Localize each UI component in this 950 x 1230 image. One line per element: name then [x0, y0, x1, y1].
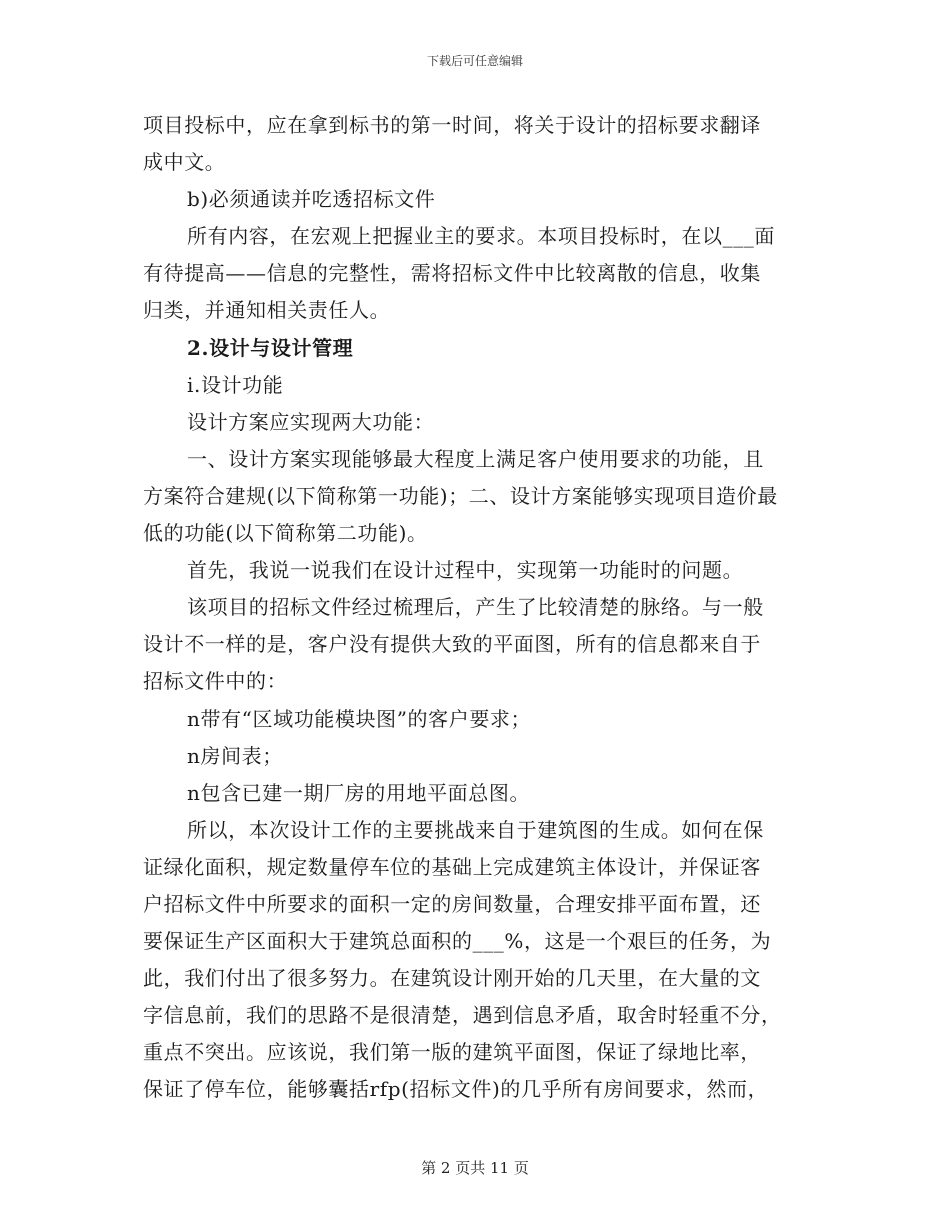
body-line: 设计方案应实现两大功能：: [187, 409, 435, 434]
body-line: 要保证生产区面积大于建筑总面积的___%，这是一个艰巨的任务，为: [143, 929, 772, 954]
document-body: [143, 107, 813, 1109]
body-line: 保证了停车位，能够囊括rfp(招标文件)的几乎所有房间要求，然而，: [143, 1077, 769, 1102]
section-heading: 2.设计与设计管理: [187, 335, 354, 360]
body-line: 户招标文件中所要求的面积一定的房间数量，合理安排平面布置，还: [143, 891, 761, 916]
body-line: 低的功能(以下简称第二功能)。: [143, 521, 428, 546]
subsection-heading: i.设计功能: [187, 372, 284, 397]
body-line: 一、设计方案实现能够最大程度上满足客户使用要求的功能，且: [187, 446, 764, 471]
body-line: 项目投标中，应在拿到标书的第一时间，将关于设计的招标要求翻译: [143, 113, 761, 137]
body-line: 有待提高——信息的完整性，需将招标文件中比较离散的信息，收集: [143, 261, 761, 286]
list-item: n包含已建一期厂房的用地平面总图。: [187, 780, 531, 805]
page-header: 下载后可任意编辑: [426, 54, 523, 68]
body-line: 证绿化面积，规定数量停车位的基础上完成建筑主体设计，并保证客: [143, 854, 761, 879]
body-line: 所以，本次设计工作的主要挑战来自于建筑图的生成。如何在保: [187, 817, 764, 842]
body-line: 重点不突出。应该说，我们第一版的建筑平面图，保证了绿地比率，: [143, 1040, 761, 1065]
body-line: 成中文。: [143, 150, 226, 175]
body-line: b)必须通读并吃透招标文件: [187, 187, 436, 212]
list-item: n带有“区域功能模块图”的客户要求；: [187, 706, 532, 731]
body-line: 所有内容，在宏观上把握业主的要求。本项目投标时，在以___面: [187, 224, 775, 249]
page-number: 第 2 页共 11 页: [421, 1159, 529, 1177]
body-line: 方案符合建规(以下简称第一功能)；二、设计方案能够实现项目造价最: [143, 483, 778, 508]
body-line: 设计不一样的是，客户没有提供大致的平面图，所有的信息都来自于: [143, 632, 761, 657]
body-line: 此，我们付出了很多努力。在建筑设计刚开始的几天里，在大量的文: [143, 966, 761, 991]
body-line: 招标文件中的：: [143, 669, 288, 694]
body-line: 字信息前，我们的思路不是很清楚，遇到信息矛盾，取舍时轻重不分，: [143, 1003, 782, 1028]
body-line: 首先，我说一说我们在设计过程中，实现第一功能时的问题。: [187, 558, 744, 583]
list-item: n房间表；: [187, 743, 283, 768]
body-line: 该项目的招标文件经过梳理后，产生了比较清楚的脉络。与一般: [187, 595, 764, 620]
body-line: 归类，并通知相关责任人。: [143, 298, 391, 323]
